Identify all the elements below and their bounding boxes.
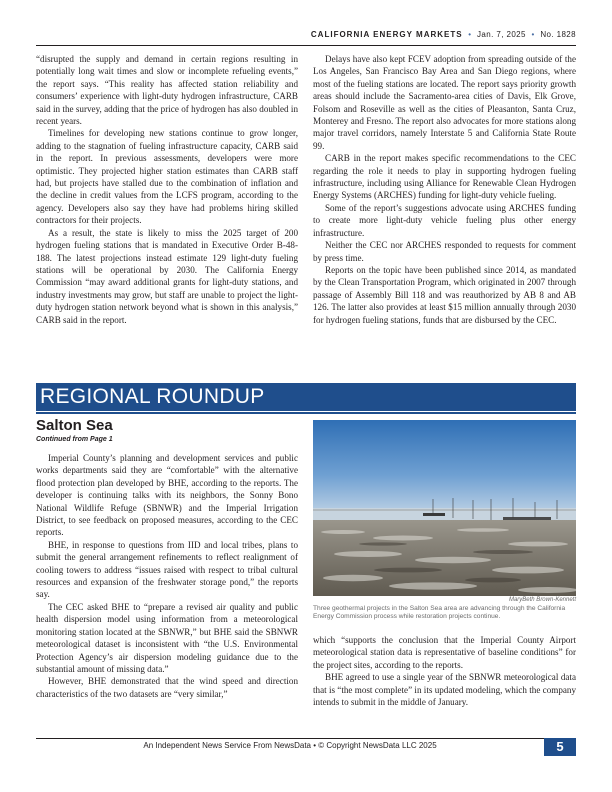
paragraph: BHE agreed to use a single year of the SBNWR meteorological data that is “the most complete” in its updated modeling, which the company intends to submit in the middle of January. — [313, 672, 576, 708]
page-number: 5 — [544, 738, 576, 756]
header-separator: • — [531, 30, 535, 39]
article-column-bottom-left — [36, 452, 298, 700]
footer-text: An Independent News Service From NewsData • © Copyright NewsData LLC 2025 — [143, 741, 437, 750]
issue-number: No. 1828 — [540, 30, 576, 39]
running-header — [36, 30, 576, 44]
paragraph: Imperial County’s planning and development services and public works departments said they are “comfortable” with the alternative flood protection plan developed by BHE, according to the reports. The developer is continuing talks with its neighbors, the Sonny Bono National Wildlife Refuge (SBNWR) and the Imperial Irrigation District, to see feedback on proposed measures, according to the CEC reports. — [36, 453, 298, 538]
salton-sea-photo — [313, 420, 576, 596]
paragraph: which “supports the conclusion that the Imperial County Airport meteorological station data is representative of baseline conditions” for the project sites, according to the reports. — [313, 635, 576, 670]
publication-name: CALIFORNIA ENERGY MARKETS — [310, 30, 463, 39]
photo-credit: MaryBeth Brown-Kennett — [508, 597, 576, 603]
header-divider — [36, 45, 576, 46]
paragraph: The CEC asked BHE to “prepare a revised air quality and public health dispersion model using information from a meteorological monitoring station located at the SBNWR,” but BHE said the SBNWR meteorological dataset is inconsistent with “the U.S. Environmental Protection Agency’s air dispersion modeling guidance due to the substantial amount of missing data.” — [36, 601, 298, 674]
sky — [313, 420, 576, 512]
article-column-top-right — [313, 53, 576, 326]
header-separator: • — [468, 30, 472, 39]
paragraph: As a result, the state is likely to miss the 2025 target of 200 hydrogen fueling stations that is mandated in Executive Order B-48-188. The latest projections instead estimate 129 light-duty fueling stations will be operational by 2030. The California Energy Commission “may award additional grants for light-duty stations, and industry investments may grow, but staff are unable to project the light-duty hydrogen station network beyond what is shown in this analysis,” CARB said in the report. — [36, 227, 298, 325]
paragraph: BHE, in response to questions from IID and local tribes, plans to submit the general arrangement refinements to reflect realignment of cooling towers to address “issues raised with respect to tribal cultural resources and expansion of the freshwater storage pond,” the reports say. — [36, 539, 298, 600]
article-column-top-left — [36, 53, 298, 326]
photo-caption: Three geothermal projects in the Salton Sea area are advancing through the California Energy Commission process while restoration projects continue. — [313, 605, 566, 621]
paragraph: Some of the report’s suggestions advocate using ARCHES funding to create more light-duty vehicle fueling plus other energy infrastructure. — [313, 202, 576, 238]
article-column-bottom-right — [313, 634, 576, 708]
paragraph: However, BHE demonstrated that the wind speed and direction characteristics of the two datasets are “very similar,” — [36, 676, 298, 699]
paragraph: Timelines for developing new stations continue to grow longer, adding to the stagnation of fueling infrastructure capacity, CARB said in the report. In previous assessments, developers were more optimistic. They projected higher station estimates than CARB staff had, but projects have stalled due to the combination of inflation and the decline in credit values from the LCFS program, according to the agency. Developers also say they have had problems hiring skilled contractors for their projects. — [36, 128, 298, 226]
issue-date: Jan. 7, 2025 — [477, 30, 526, 39]
paragraph: CARB in the report makes specific recommendations to the CEC regarding the role it needs to play in supporting hydrogen fueling infrastructure, including using Alliance for Renewable Clean Hydrogen Energy Systems (ARCHES) funding for light-duty vehicle fueling. — [313, 153, 576, 201]
section-divider — [36, 412, 576, 414]
paragraph: Delays have also kept FCEV adoption from spreading outside of the Los Angeles, San Francisco Bay Area and San Diego regions, where most of the fueling stations are located. The report says priority growth areas should include the Sacramento-area cities of Davis, Elk Grove, Folsom and Roseville as well as the cities of Pleasanton, Santa Cruz, Monterey and Fresno. The report also advocates for more stations along major travel corridors, namely Interstate 5 and California State Route 99. — [313, 54, 576, 151]
paragraph: “disrupted the supply and demand in certain regions resulting in potentially long wait times and slow or incomplete refueling events,” the report says. “This reality has affected station reliability and consumers’ experience with light-duty hydrogen infrastructure, CARB said in the survey, adding that the price of hydrogen has also doubled in recent years. — [36, 54, 298, 127]
continued-note: Continued from Page 1 — [36, 436, 113, 443]
paragraph: Neither the CEC nor ARCHES responded to requests for comment by press time. — [313, 240, 576, 263]
paragraph: Reports on the topic have been published since 2014, as mandated by the Clean Transportation Program, which originated in 2007 through passage of Assembly Bill 118 and was reauthorized by AB 8 and AB 126. The latter also provides at least $15 million annually through 2030 for hydrogen fueling stations, funds that are disbursed by the CEC. — [313, 264, 576, 325]
landscape-image — [313, 420, 576, 596]
story-title: Salton Sea — [36, 417, 113, 434]
footer-divider — [36, 738, 544, 739]
section-banner: REGIONAL ROUNDUP — [36, 383, 576, 411]
